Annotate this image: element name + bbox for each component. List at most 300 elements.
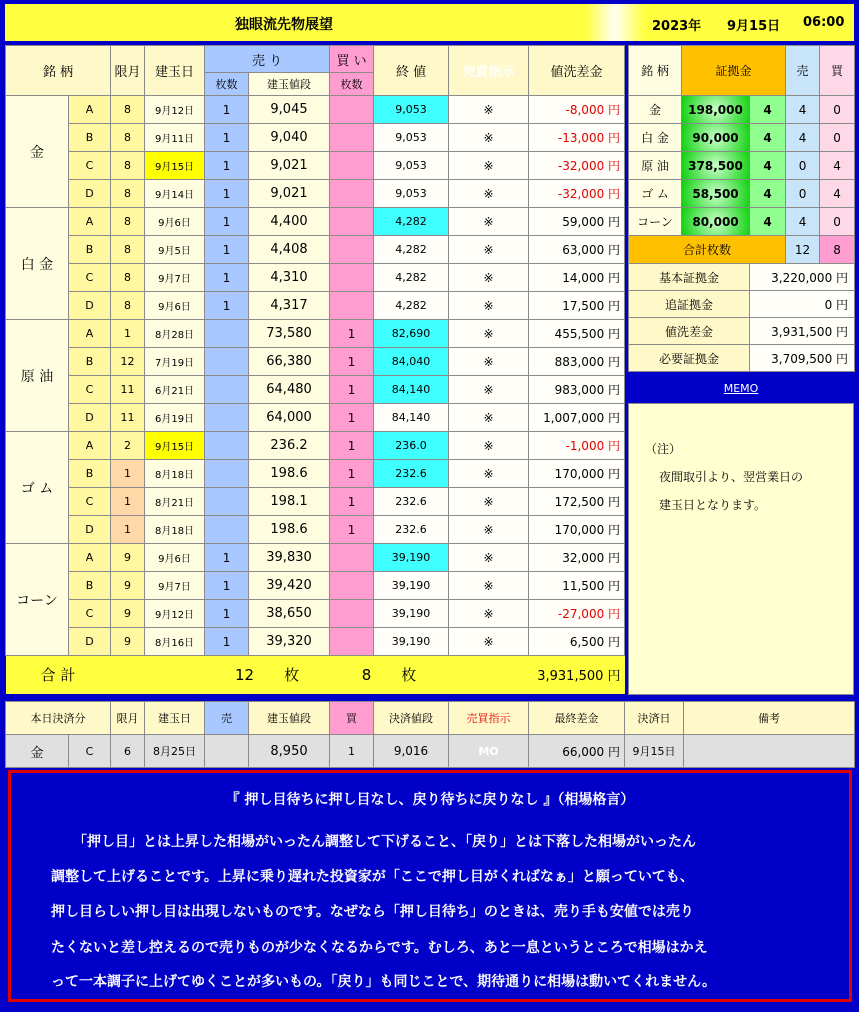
total-row xyxy=(6,656,625,694)
order-instruction[interactable]: ※ xyxy=(449,208,529,236)
margin-sell: 0 xyxy=(786,152,820,180)
close-price: 39,190 xyxy=(374,600,449,628)
margin-buy: 0 xyxy=(820,208,855,236)
close-price: 232.6 xyxy=(374,488,449,516)
close-price: 9,053 xyxy=(374,124,449,152)
valuation-diff: 11,500 円 xyxy=(529,572,625,600)
commodity-name: 金 xyxy=(6,96,69,208)
margin-commodity: ゴ ム xyxy=(629,180,682,208)
table-row xyxy=(6,208,625,236)
position-rank: B xyxy=(69,572,111,600)
memo-line: 建玉日となります。 xyxy=(659,498,767,512)
proverb-line: って一本調子に上げてゆくことが多いもの。「戻り」も同じことで、期待通りに相場は動いてくれません。 xyxy=(51,974,716,990)
open-price: 64,480 xyxy=(249,376,330,404)
margin-total-label: 合計枚数 xyxy=(629,236,786,264)
open-date: 8月18日 xyxy=(145,460,205,488)
valuation-diff: 172,500 円 xyxy=(529,488,625,516)
open-price: 66,380 xyxy=(249,348,330,376)
sell-qty: 1 xyxy=(205,236,249,264)
sell-qty: 1 xyxy=(205,572,249,600)
margin-sell: 4 xyxy=(786,96,820,124)
contract-month: 8 xyxy=(111,124,145,152)
table-row xyxy=(6,544,625,572)
order-instruction[interactable]: ※ xyxy=(449,404,529,432)
margin-summary-row xyxy=(629,264,855,291)
order-instruction[interactable]: ※ xyxy=(449,152,529,180)
valuation-diff: 14,000 円 xyxy=(529,264,625,292)
settle-header-order: 売買指示 xyxy=(449,702,529,735)
table-row xyxy=(6,488,625,516)
buy-qty xyxy=(330,96,374,124)
header-open-date: 建玉日 xyxy=(145,46,205,96)
settle-header-price: 建玉値段 xyxy=(249,702,330,735)
margin-summary-row xyxy=(629,345,855,372)
contract-month: 8 xyxy=(111,180,145,208)
margin-commodity: 原 油 xyxy=(629,152,682,180)
settle-price-final: 9,016 xyxy=(374,735,449,768)
order-instruction[interactable]: ※ xyxy=(449,180,529,208)
position-rank: C xyxy=(69,264,111,292)
valuation-diff: 983,000 円 xyxy=(529,376,625,404)
proverb-box xyxy=(8,770,852,1002)
buy-qty xyxy=(330,180,374,208)
sell-qty: 1 xyxy=(205,152,249,180)
margin-amount: 58,500 xyxy=(682,180,750,208)
open-date: 9月14日 xyxy=(145,180,205,208)
sell-qty: 1 xyxy=(205,96,249,124)
valuation-diff: -27,000 円 xyxy=(529,600,625,628)
sell-qty xyxy=(205,516,249,544)
header-time: 06:00 xyxy=(803,15,845,30)
open-date: 8月18日 xyxy=(145,516,205,544)
sell-qty xyxy=(205,348,249,376)
buy-qty xyxy=(330,236,374,264)
memo-line: 夜間取引より、翌営業日の xyxy=(659,470,804,484)
open-price: 9,045 xyxy=(249,96,330,124)
margin-row xyxy=(629,208,855,236)
order-instruction[interactable]: ※ xyxy=(449,572,529,600)
valuation-diff: 1,007,000 円 xyxy=(529,404,625,432)
buy-qty xyxy=(330,124,374,152)
order-instruction[interactable]: ※ xyxy=(449,320,529,348)
sell-qty: 1 xyxy=(205,208,249,236)
margin-sell: 4 xyxy=(786,124,820,152)
order-instruction[interactable]: ※ xyxy=(449,488,529,516)
table-row xyxy=(6,264,625,292)
table-row xyxy=(6,236,625,264)
contract-month: 1 xyxy=(111,516,145,544)
position-rank: D xyxy=(69,180,111,208)
buy-qty xyxy=(330,264,374,292)
margin-commodity: 金 xyxy=(629,96,682,124)
title-gradient xyxy=(585,4,645,41)
margin-header xyxy=(629,46,855,96)
buy-qty xyxy=(330,544,374,572)
commodity-name: 原 油 xyxy=(6,320,69,432)
order-instruction[interactable]: ※ xyxy=(449,236,529,264)
table-row xyxy=(6,432,625,460)
close-price: 84,040 xyxy=(374,348,449,376)
open-date: 9月6日 xyxy=(145,292,205,320)
order-instruction[interactable]: ※ xyxy=(449,628,529,656)
open-date: 8月28日 xyxy=(145,320,205,348)
contract-month: 8 xyxy=(111,96,145,124)
contract-month: 1 xyxy=(111,488,145,516)
position-rank: B xyxy=(69,124,111,152)
sell-qty: 1 xyxy=(205,292,249,320)
buy-qty: 1 xyxy=(330,460,374,488)
contract-month: 8 xyxy=(111,152,145,180)
close-price: 39,190 xyxy=(374,628,449,656)
sell-qty xyxy=(205,488,249,516)
sell-qty: 1 xyxy=(205,124,249,152)
margin-count: 4 xyxy=(750,124,786,152)
open-price: 4,400 xyxy=(249,208,330,236)
contract-month: 9 xyxy=(111,600,145,628)
buy-qty: 1 xyxy=(330,320,374,348)
open-price: 9,040 xyxy=(249,124,330,152)
table-row xyxy=(6,600,625,628)
table-row xyxy=(6,404,625,432)
close-price: 9,053 xyxy=(374,152,449,180)
contract-month: 1 xyxy=(111,460,145,488)
buy-qty xyxy=(330,152,374,180)
open-price: 39,830 xyxy=(249,544,330,572)
margin-amount: 90,000 xyxy=(682,124,750,152)
order-instruction[interactable]: ※ xyxy=(449,348,529,376)
contract-month: 9 xyxy=(111,628,145,656)
close-price: 4,282 xyxy=(374,264,449,292)
total-label: 合 計 xyxy=(6,656,111,694)
close-price: 9,053 xyxy=(374,180,449,208)
position-rank: D xyxy=(69,404,111,432)
close-price: 4,282 xyxy=(374,208,449,236)
margin-summary-row xyxy=(629,318,855,345)
buy-qty xyxy=(330,572,374,600)
settle-date: 8月25日 xyxy=(145,735,205,768)
open-date: 9月12日 xyxy=(145,600,205,628)
buy-qty: 1 xyxy=(330,432,374,460)
table-row xyxy=(6,516,625,544)
total-sell-count: 12 枚 xyxy=(205,656,330,694)
order-instruction[interactable]: ※ xyxy=(449,96,529,124)
margin-count: 4 xyxy=(750,180,786,208)
buy-qty xyxy=(330,628,374,656)
margin-summary-row xyxy=(629,291,855,318)
settle-header-sell: 売 xyxy=(205,702,249,735)
header-row xyxy=(6,46,625,73)
valuation-diff: 63,000 円 xyxy=(529,236,625,264)
margin-count: 4 xyxy=(750,152,786,180)
order-instruction[interactable]: ※ xyxy=(449,376,529,404)
settle-buy: 1 xyxy=(330,735,374,768)
sell-qty xyxy=(205,460,249,488)
order-instruction[interactable]: ※ xyxy=(449,264,529,292)
open-date: 8月16日 xyxy=(145,628,205,656)
table-row xyxy=(6,96,625,124)
header-brand: 銘 柄 xyxy=(6,46,111,96)
buy-qty: 1 xyxy=(330,376,374,404)
position-rank: D xyxy=(69,628,111,656)
order-instruction[interactable]: ※ xyxy=(449,544,529,572)
open-date: 6月21日 xyxy=(145,376,205,404)
margin-amount: 198,000 xyxy=(682,96,750,124)
settlement-header xyxy=(6,702,855,735)
sell-qty xyxy=(205,320,249,348)
close-price: 236.0 xyxy=(374,432,449,460)
margin-count: 4 xyxy=(750,96,786,124)
margin-header-brand: 銘 柄 xyxy=(629,46,682,96)
title-bar xyxy=(5,4,854,41)
close-price: 84,140 xyxy=(374,376,449,404)
settle-header-note: 備考 xyxy=(684,702,855,735)
close-price: 9,053 xyxy=(374,96,449,124)
close-price: 39,190 xyxy=(374,544,449,572)
margin-amount: 80,000 xyxy=(682,208,750,236)
open-price: 4,317 xyxy=(249,292,330,320)
contract-month: 2 xyxy=(111,432,145,460)
order-instruction[interactable]: ※ xyxy=(449,432,529,460)
open-price: 39,320 xyxy=(249,628,330,656)
position-rank: C xyxy=(69,488,111,516)
proverb-line: 「押し目」とは上昇した相場がいったん調整して下げること、「戻り」とは下落した相場がいったん xyxy=(73,834,696,850)
close-price: 232.6 xyxy=(374,516,449,544)
proverb-line: たくないと差し控えるので売りものが少なくなるからです。むしろ、あと一息というところで相場はかえ xyxy=(51,940,708,956)
margin-summary-label: 追証拠金 xyxy=(629,291,750,318)
open-price: 198.6 xyxy=(249,516,330,544)
margin-sell: 4 xyxy=(786,208,820,236)
header-limit: 限月 xyxy=(111,46,145,96)
table-row xyxy=(6,320,625,348)
margin-buy: 0 xyxy=(820,124,855,152)
close-price: 82,690 xyxy=(374,320,449,348)
settle-commodity: 金 xyxy=(6,735,69,768)
header-date: 9月15日 xyxy=(727,19,781,34)
contract-month: 8 xyxy=(111,264,145,292)
margin-header-sell: 売 xyxy=(786,46,820,96)
buy-qty: 1 xyxy=(330,348,374,376)
position-rank: D xyxy=(69,516,111,544)
buy-qty: 1 xyxy=(330,488,374,516)
valuation-diff: -8,000 円 xyxy=(529,96,625,124)
settle-header-buy: 買 xyxy=(330,702,374,735)
header-diff: 値洗差金 xyxy=(529,46,625,96)
valuation-diff: 17,500 円 xyxy=(529,292,625,320)
open-price: 236.2 xyxy=(249,432,330,460)
open-price: 4,310 xyxy=(249,264,330,292)
open-price: 39,420 xyxy=(249,572,330,600)
page-title: 独眼流先物展望 xyxy=(235,17,333,33)
table-row xyxy=(6,572,625,600)
buy-qty xyxy=(330,208,374,236)
table-row xyxy=(6,376,625,404)
settle-header-settle-date: 決済日 xyxy=(625,702,684,735)
buy-qty: 1 xyxy=(330,516,374,544)
table-row xyxy=(6,124,625,152)
close-price: 4,282 xyxy=(374,292,449,320)
position-rank: A xyxy=(69,320,111,348)
margin-summary-value: 3,931,500 円 xyxy=(750,318,855,345)
table-row xyxy=(6,348,625,376)
contract-month: 8 xyxy=(111,236,145,264)
position-rank: B xyxy=(69,460,111,488)
commodity-name: コーン xyxy=(6,544,69,656)
settle-note xyxy=(684,735,855,768)
margin-count: 4 xyxy=(750,208,786,236)
settle-day: 9月15日 xyxy=(625,735,684,768)
settle-sell xyxy=(205,735,249,768)
position-rank: A xyxy=(69,432,111,460)
header-year: 2023年 xyxy=(652,19,702,34)
open-date: 9月12日 xyxy=(145,96,205,124)
valuation-diff: 883,000 円 xyxy=(529,348,625,376)
margin-panel xyxy=(628,45,855,372)
order-instruction[interactable]: ※ xyxy=(449,516,529,544)
open-date: 9月15日 xyxy=(145,432,205,460)
contract-month: 11 xyxy=(111,376,145,404)
total-diff: 3,931,500 円 xyxy=(529,656,625,694)
margin-total-row xyxy=(629,236,855,264)
margin-row xyxy=(629,152,855,180)
margin-sell: 0 xyxy=(786,180,820,208)
memo-panel xyxy=(628,403,854,695)
settle-header-date: 建玉日 xyxy=(145,702,205,735)
table-row xyxy=(6,180,625,208)
proverb-title: 『 押し目待ちに押し目なし、戻り待ちに戻りなし 』（相場格言） xyxy=(225,792,635,808)
contract-month: 12 xyxy=(111,348,145,376)
position-rank: A xyxy=(69,544,111,572)
sell-qty: 1 xyxy=(205,544,249,572)
open-date: 7月19日 xyxy=(145,348,205,376)
header-buy-qty: 枚数 xyxy=(330,73,374,96)
margin-summary-value: 3,220,000 円 xyxy=(750,264,855,291)
open-date: 9月11日 xyxy=(145,124,205,152)
settle-header-final: 最終差金 xyxy=(529,702,625,735)
contract-month: 11 xyxy=(111,404,145,432)
positions-table xyxy=(5,45,625,694)
settle-price: 8,950 xyxy=(249,735,330,768)
valuation-diff: -32,000 円 xyxy=(529,180,625,208)
position-rank: D xyxy=(69,292,111,320)
close-price: 39,190 xyxy=(374,572,449,600)
open-date: 9月7日 xyxy=(145,264,205,292)
proverb-line: 調整して上げることです。上昇に乗り遅れた投資家が「ここで押し目がくればなぁ」と願っていても、 xyxy=(51,869,694,885)
margin-amount: 378,500 xyxy=(682,152,750,180)
open-price: 73,580 xyxy=(249,320,330,348)
position-rank: C xyxy=(69,376,111,404)
open-price: 9,021 xyxy=(249,152,330,180)
position-rank: B xyxy=(69,348,111,376)
memo-link[interactable]: MEMO xyxy=(723,382,759,395)
position-rank: B xyxy=(69,236,111,264)
table-row xyxy=(6,628,625,656)
close-price: 84,140 xyxy=(374,404,449,432)
sell-qty xyxy=(205,376,249,404)
valuation-diff: 170,000 円 xyxy=(529,516,625,544)
order-instruction-header[interactable]: 売買指示 xyxy=(449,46,529,96)
open-date: 9月5日 xyxy=(145,236,205,264)
margin-summary-label: 基本証拠金 xyxy=(629,264,750,291)
proverb-line: 押し目らしい押し目は出現しないものです。なぜなら「押し目待ち」のときは、売り手も安値では売り xyxy=(51,904,694,920)
margin-buy: 4 xyxy=(820,180,855,208)
order-instruction[interactable]: ※ xyxy=(449,292,529,320)
margin-row xyxy=(629,96,855,124)
commodity-name: 白 金 xyxy=(6,208,69,320)
contract-month: 9 xyxy=(111,572,145,600)
memo-line: （注） xyxy=(645,442,682,456)
valuation-diff: 170,000 円 xyxy=(529,460,625,488)
margin-header-buy: 買 xyxy=(820,46,855,96)
open-date: 9月6日 xyxy=(145,208,205,236)
position-rank: A xyxy=(69,208,111,236)
valuation-diff: 455,500 円 xyxy=(529,320,625,348)
contract-month: 8 xyxy=(111,292,145,320)
sell-qty: 1 xyxy=(205,600,249,628)
table-row xyxy=(6,460,625,488)
total-buy-count: 8 枚 xyxy=(330,656,449,694)
valuation-diff: -13,000 円 xyxy=(529,124,625,152)
close-price: 232.6 xyxy=(374,460,449,488)
order-instruction[interactable]: ※ xyxy=(449,600,529,628)
settle-order[interactable]: MO xyxy=(449,735,529,768)
open-date: 9月7日 xyxy=(145,572,205,600)
sell-qty: 1 xyxy=(205,628,249,656)
margin-summary-label: 値洗差金 xyxy=(629,318,750,345)
margin-summary-label: 必要証拠金 xyxy=(629,345,750,372)
table-row xyxy=(6,152,625,180)
settle-header-settle-price: 決済値段 xyxy=(374,702,449,735)
settlement-row xyxy=(6,735,855,768)
sell-qty: 1 xyxy=(205,264,249,292)
header-close: 終 値 xyxy=(374,46,449,96)
valuation-diff: 32,000 円 xyxy=(529,544,625,572)
open-price: 198.6 xyxy=(249,460,330,488)
header-buy: 買 い xyxy=(330,46,374,73)
margin-row xyxy=(629,124,855,152)
settle-rank: C xyxy=(69,735,111,768)
open-price: 4,408 xyxy=(249,236,330,264)
buy-qty xyxy=(330,600,374,628)
margin-row xyxy=(629,180,855,208)
position-rank: A xyxy=(69,96,111,124)
header-sell: 売 り xyxy=(205,46,330,73)
margin-buy: 4 xyxy=(820,152,855,180)
open-price: 64,000 xyxy=(249,404,330,432)
settle-diff: 66,000 円 xyxy=(529,735,625,768)
margin-buy: 0 xyxy=(820,96,855,124)
settle-header-limit: 限月 xyxy=(111,702,145,735)
contract-month: 1 xyxy=(111,320,145,348)
header-sell-qty: 枚数 xyxy=(205,73,249,96)
valuation-diff: 59,000 円 xyxy=(529,208,625,236)
contract-month: 9 xyxy=(111,544,145,572)
order-instruction[interactable]: ※ xyxy=(449,124,529,152)
open-date: 6月19日 xyxy=(145,404,205,432)
settle-header-today: 本日決済分 xyxy=(6,702,111,735)
valuation-diff: 6,500 円 xyxy=(529,628,625,656)
margin-total-sell: 12 xyxy=(786,236,820,264)
margin-summary-value: 3,709,500 円 xyxy=(750,345,855,372)
valuation-diff: -32,000 円 xyxy=(529,152,625,180)
buy-qty xyxy=(330,292,374,320)
margin-commodity: コーン xyxy=(629,208,682,236)
open-price: 198.1 xyxy=(249,488,330,516)
margin-summary-value: 0 円 xyxy=(750,291,855,318)
open-date: 9月15日 xyxy=(145,152,205,180)
open-date: 8月21日 xyxy=(145,488,205,516)
position-rank: C xyxy=(69,152,111,180)
order-instruction[interactable]: ※ xyxy=(449,460,529,488)
